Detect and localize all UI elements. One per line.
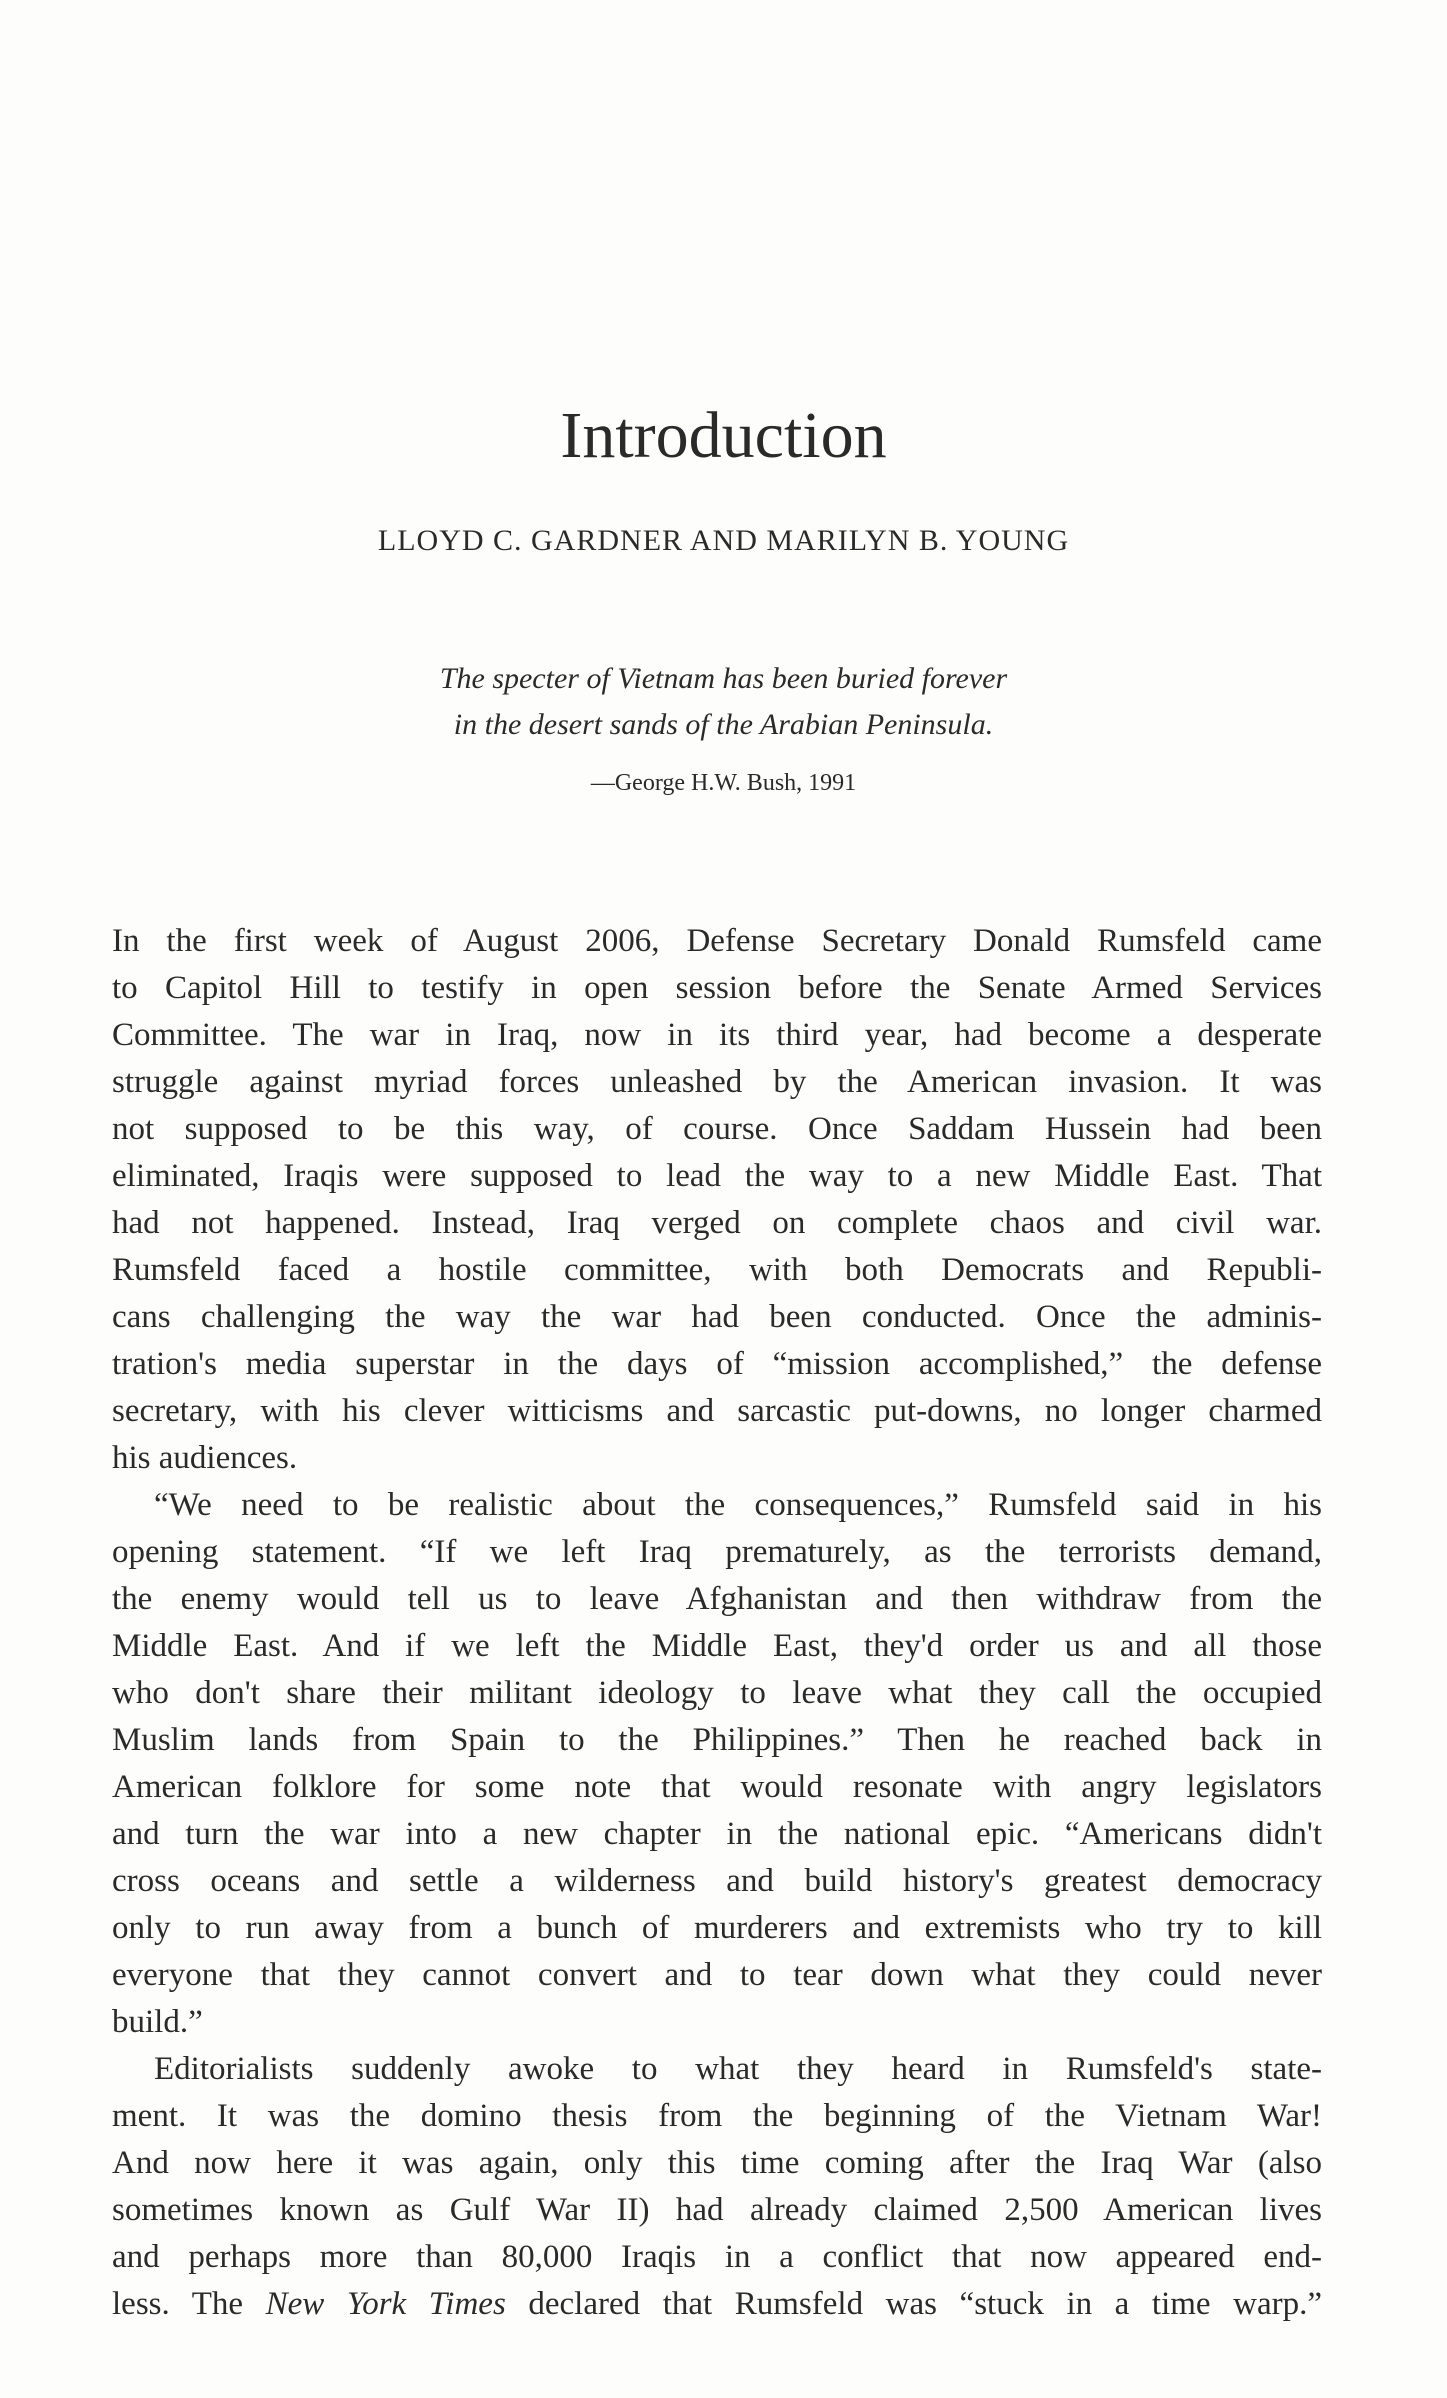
body-line: the enemy would tell us to leave Afghanistan and then withdraw from the bbox=[112, 1581, 1322, 1617]
body-text bbox=[112, 918, 1322, 2328]
epigraph-line-2: in the desert sands of the Arabian Peninsula. bbox=[453, 708, 994, 741]
body-line: Committee. The war in Iraq, now in its third year, had become a desperate bbox=[112, 1017, 1322, 1053]
body-text-segment: declared that Rumsfeld was “stuck in a time warp.” bbox=[505, 2286, 1323, 2322]
body-line: “We need to be realistic about the consequences,” Rumsfeld said in his bbox=[154, 1487, 1322, 1523]
body-line: And now here it was again, only this time coming after the Iraq War (also bbox=[112, 2145, 1322, 2181]
body-line: tration's media superstar in the days of “mission accomplished,” the defense bbox=[112, 1346, 1322, 1382]
body-line: had not happened. Instead, Iraq verged on complete chaos and civil war. bbox=[112, 1205, 1322, 1241]
body-line: sometimes known as Gulf War II) had already claimed 2,500 American lives bbox=[112, 2192, 1322, 2228]
body-text-segment: less. The bbox=[112, 2286, 266, 2322]
epigraph-line-1: The specter of Vietnam has been buried forever bbox=[439, 662, 1008, 695]
body-line: not supposed to be this way, of course. Once Saddam Hussein had been bbox=[112, 1111, 1322, 1147]
body-line: everyone that they cannot convert and to tear down what they could never bbox=[112, 1957, 1322, 1993]
body-line: build.” bbox=[112, 2004, 203, 2040]
body-line: Middle East. And if we left the Middle East, they'd order us and all those bbox=[112, 1628, 1322, 1664]
epigraph-attribution: —George H.W. Bush, 1991 bbox=[590, 770, 857, 796]
body-line: and perhaps more than 80,000 Iraqis in a conflict that now appeared end- bbox=[112, 2239, 1322, 2275]
body-line: secretary, with his clever witticisms and sarcastic put-downs, no longer charmed bbox=[112, 1393, 1322, 1429]
body-line-final bbox=[112, 2281, 1322, 2328]
body-line: cans challenging the way the war had been conducted. Once the adminis- bbox=[112, 1299, 1322, 1335]
body-line: and turn the war into a new chapter in the national epic. “Americans didn't bbox=[112, 1816, 1322, 1852]
body-line: cross oceans and settle a wilderness and build history's greatest democracy bbox=[112, 1863, 1322, 1899]
chapter-authors: LLOYD C. GARDNER AND MARILYN B. YOUNG bbox=[377, 524, 1070, 557]
body-line: American folklore for some note that would resonate with angry legislators bbox=[112, 1769, 1322, 1805]
body-line: opening statement. “If we left Iraq prematurely, as the terrorists demand, bbox=[112, 1534, 1322, 1570]
chapter-title: Introduction bbox=[560, 399, 887, 472]
body-line: Editorialists suddenly awoke to what they heard in Rumsfeld's state- bbox=[154, 2051, 1322, 2087]
body-line: only to run away from a bunch of murderers and extremists who try to kill bbox=[112, 1910, 1322, 1946]
body-line: struggle against myriad forces unleashed by the American invasion. It was bbox=[112, 1064, 1322, 1100]
body-line: eliminated, Iraqis were supposed to lead the way to a new Middle East. That bbox=[112, 1158, 1322, 1194]
body-line: In the first week of August 2006, Defense Secretary Donald Rumsfeld came bbox=[112, 923, 1322, 959]
body-line: Rumsfeld faced a hostile committee, with both Democrats and Republi- bbox=[112, 1252, 1322, 1288]
body-line: Muslim lands from Spain to the Philippines.” Then he reached back in bbox=[112, 1722, 1322, 1758]
body-line: ment. It was the domino thesis from the beginning of the Vietnam War! bbox=[112, 2098, 1322, 2134]
body-line: who don't share their militant ideology to leave what they call the occupied bbox=[112, 1675, 1322, 1711]
body-line: his audiences. bbox=[112, 1440, 298, 1476]
publication-title: New York Times bbox=[265, 2286, 506, 2322]
body-line: to Capitol Hill to testify in open session before the Senate Armed Services bbox=[112, 970, 1322, 1006]
